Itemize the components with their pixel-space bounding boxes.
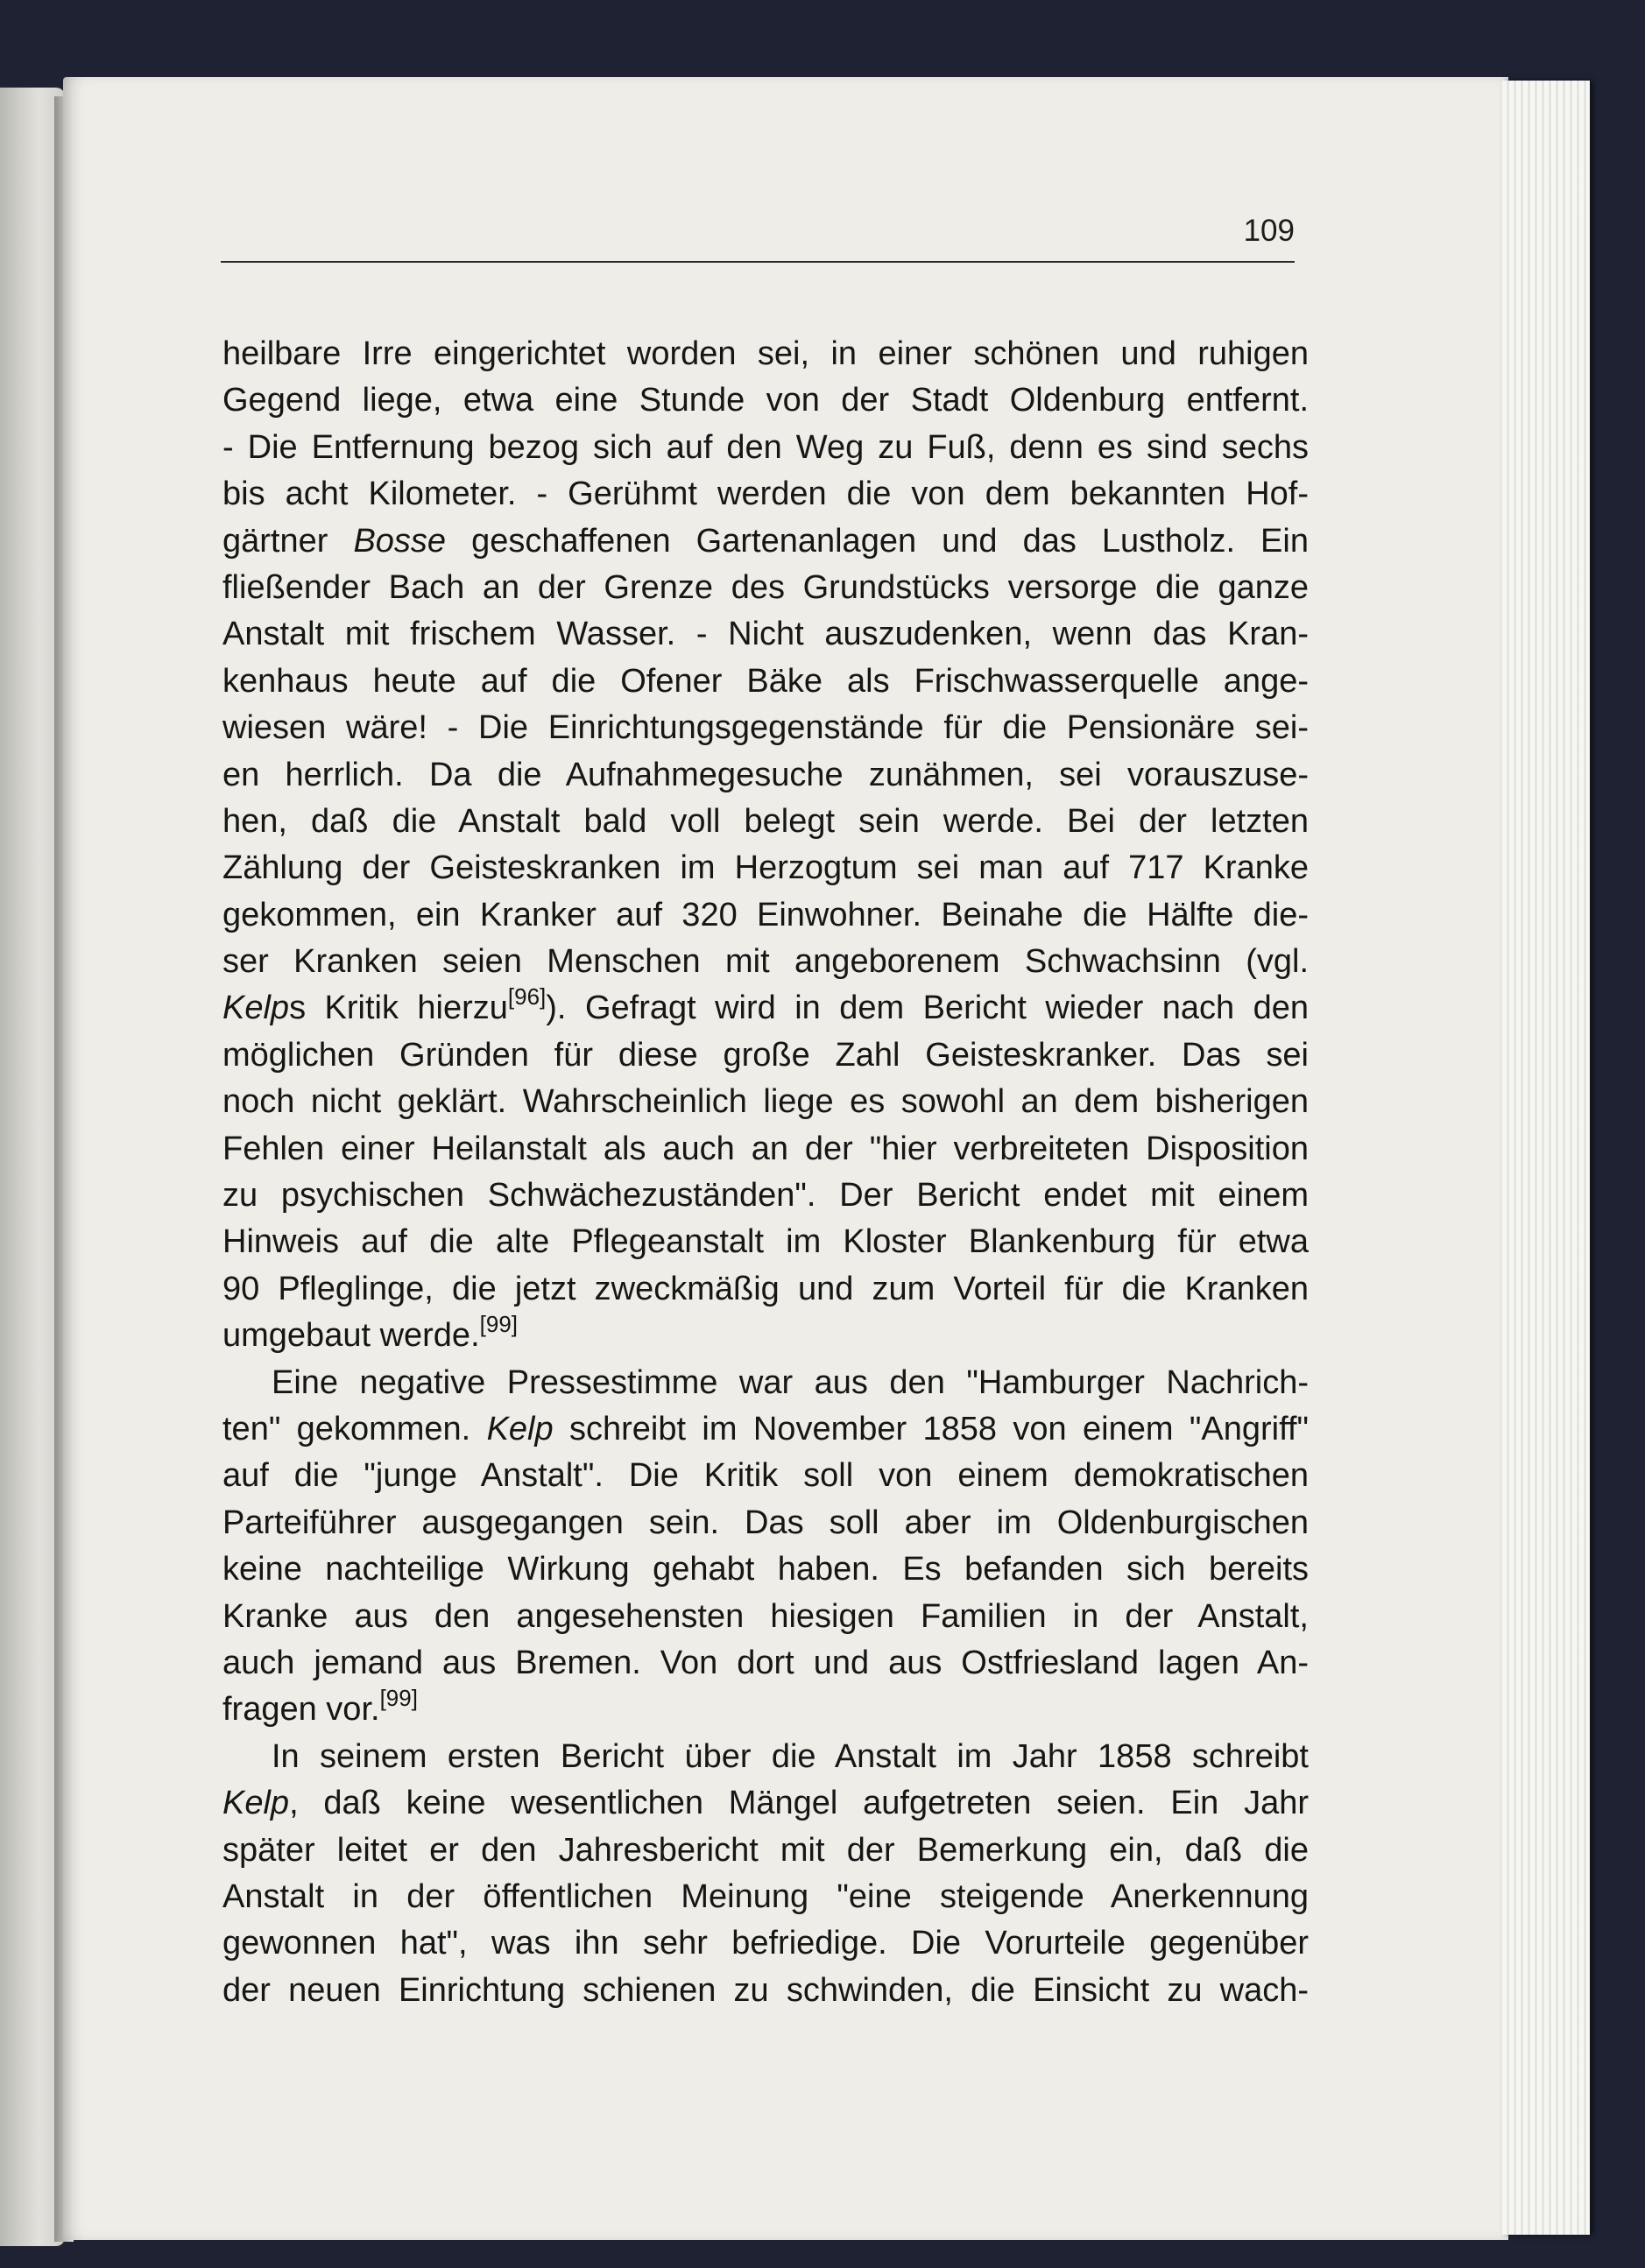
text-line: noch nicht geklärt. Wahrscheinlich liege es sowohl an dem bisherigen: [222, 1083, 1309, 1121]
text-line: bis acht Kilometer. - Gerühmt werden die von dem bekannten Hof-: [222, 475, 1309, 513]
reference-marker: [96]: [507, 983, 547, 1011]
text-line: auch jemand aus Bremen. Von dort und aus Ostfriesland lagen An-: [222, 1644, 1309, 1681]
text-line: In seinem ersten Bericht über die Anstalt im Jahr 1858 schreibt: [272, 1737, 1309, 1775]
text-line: gekommen, ein Kranker auf 320 Einwohner. Beinahe die Hälfte die-: [222, 896, 1309, 933]
text-line: später leitet er den Jahresbericht mit der Bemerkung ein, daß die: [222, 1831, 1309, 1869]
text-line: ser Kranken seien Menschen mit angeborenem Schwachsinn (vgl.: [222, 943, 1309, 981]
text-line: keine nachteilige Wirkung gehabt haben. Es befanden sich bereits: [222, 1551, 1309, 1588]
text-line: Kelps Kritik hierzu[96]). Gefragt wird in dem Bericht wieder nach den: [222, 983, 1309, 1027]
text-line: Gegend liege, etwa eine Stunde von der Stadt Oldenburg entfernt.: [222, 382, 1309, 419]
emphasis-name: Kelp: [222, 990, 290, 1027]
page-number: 109: [1243, 214, 1295, 248]
emphasis-name: Bosse: [353, 522, 447, 560]
reference-marker: [99]: [379, 1685, 418, 1712]
emphasis-name: Kelp: [222, 1785, 290, 1822]
text-line: fragen vor.[99]: [222, 1685, 418, 1729]
page-block-edge: [1502, 81, 1590, 2235]
text-line: gärtner Bosse geschaffenen Gartenanlagen und das Lustholz. Ein: [222, 522, 1309, 560]
body-text: [222, 331, 1309, 2014]
text-line: Zählung der Geisteskranken im Herzogtum sei man auf 717 Kranke: [222, 849, 1309, 887]
text-line: wiesen wäre! - Die Einrichtungsgegenstände für die Pensionäre sei-: [222, 709, 1309, 747]
text-line: en herrlich. Da die Aufnahmegesuche zunähmen, sei vorauszuse-: [222, 756, 1309, 793]
text-line: heilbare Irre eingerichtet worden sei, in einer schönen und ruhigen: [222, 335, 1309, 372]
text-line: Hinweis auf die alte Pflegeanstalt im Kloster Blankenburg für etwa: [222, 1223, 1309, 1261]
text-line: gewonnen hat", was ihn sehr befriedige. Die Vorurteile gegenüber: [222, 1925, 1309, 1962]
header-rule: [221, 261, 1295, 263]
text-line: möglichen Gründen für diese große Zahl Geisteskranker. Das sei: [222, 1036, 1309, 1074]
text-line: - Die Entfernung bezog sich auf den Weg zu Fuß, denn es sind sechs: [222, 428, 1309, 466]
text-line: Eine negative Pressestimme war aus den "Hamburger Nachrich-: [272, 1363, 1309, 1401]
text-line: Kelp, daß keine wesentlichen Mängel aufgetreten seien. Ein Jahr: [222, 1785, 1309, 1822]
text-line: umgebaut werde.[99]: [222, 1311, 519, 1355]
text-line: Anstalt mit frischem Wasser. - Nicht auszudenken, wenn das Kran-: [222, 616, 1309, 653]
text-line: Kranke aus den angesehensten hiesigen Familien in der Anstalt,: [222, 1597, 1309, 1635]
text-line: Anstalt in der öffentlichen Meinung "eine steigende Anerkennung: [222, 1877, 1309, 1915]
text-line: zu psychischen Schwächezuständen". Der Bericht endet mit einem: [222, 1177, 1309, 1215]
text-line: ten" gekommen. Kelp schreibt im November 1858 von einem "Angriff": [222, 1410, 1310, 1447]
text-line: 90 Pfleglinge, die jetzt zweckmäßig und zum Vorteil für die Kranken: [222, 1270, 1309, 1307]
text-line: auf die "junge Anstalt". Die Kritik soll von einem demokratischen: [222, 1457, 1309, 1495]
text-line: kenhaus heute auf die Ofener Bäke als Frischwasserquelle ange-: [222, 662, 1309, 700]
text-line: der neuen Einrichtung schienen zu schwinden, die Einsicht zu wach-: [222, 1971, 1309, 2009]
reference-marker: [99]: [479, 1311, 519, 1338]
text-line: fließender Bach an der Grenze des Grundstücks versorge die ganze: [222, 568, 1309, 606]
text-line: Fehlen einer Heilanstalt als auch an der "hier verbreiteten Disposition: [222, 1130, 1309, 1167]
text-line: hen, daß die Anstalt bald voll belegt sein werde. Bei der letzten: [222, 802, 1309, 840]
text-line: Parteiführer ausgegangen sein. Das soll aber im Oldenburgischen: [222, 1504, 1309, 1541]
emphasis-name: Kelp: [486, 1410, 554, 1447]
